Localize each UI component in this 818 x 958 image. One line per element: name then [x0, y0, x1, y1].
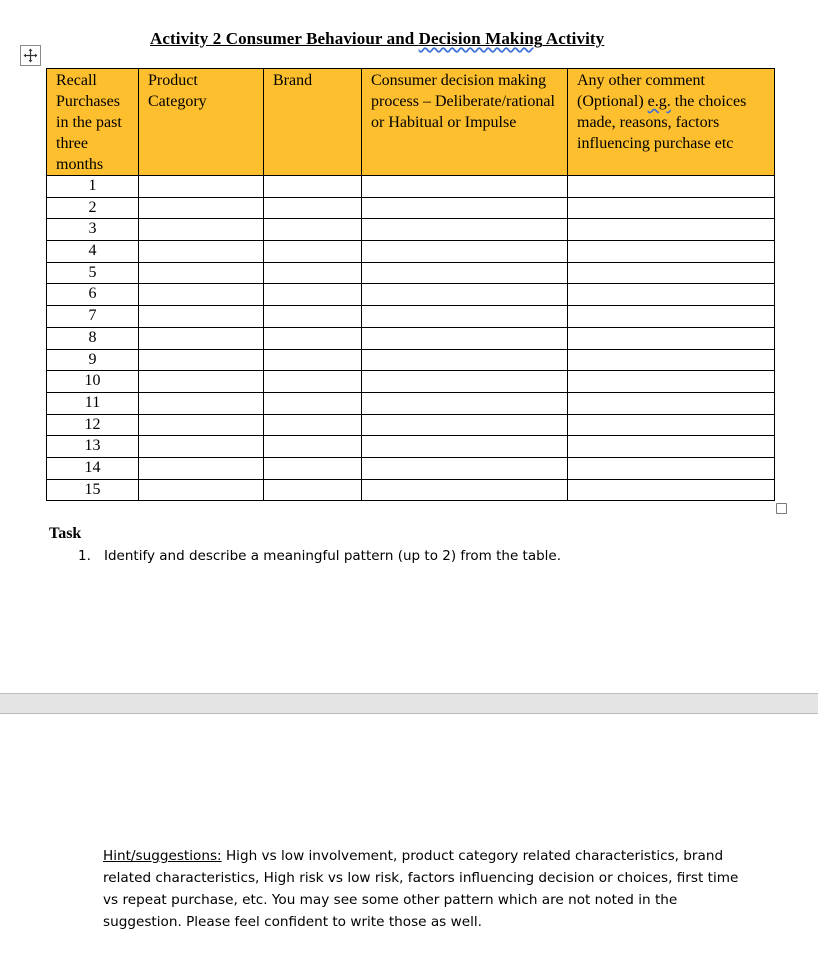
product-category-cell[interactable]	[139, 284, 264, 306]
title-part-1: Activity 2 Consumer Behaviour and	[150, 29, 419, 48]
comment-cell[interactable]	[568, 241, 775, 263]
product-category-cell[interactable]	[139, 327, 264, 349]
comment-cell[interactable]	[568, 436, 775, 458]
product-category-cell[interactable]	[139, 176, 264, 198]
brand-cell[interactable]	[264, 306, 362, 328]
table-row	[47, 219, 775, 241]
header-recall-purchases: Recall Purchases in the past three months	[47, 69, 139, 176]
table-row	[47, 262, 775, 284]
table-row	[47, 392, 775, 414]
decision-process-cell[interactable]	[362, 457, 568, 479]
decision-process-cell[interactable]	[362, 327, 568, 349]
comment-cell[interactable]	[568, 176, 775, 198]
table-row	[47, 284, 775, 306]
product-category-cell[interactable]	[139, 436, 264, 458]
decision-process-cell[interactable]	[362, 219, 568, 241]
task-item-text: Identify and describe a meaningful pattern (up to 2) from the table.	[104, 548, 562, 564]
comment-cell[interactable]	[568, 327, 775, 349]
decision-process-cell[interactable]	[362, 414, 568, 436]
move-arrows-icon	[23, 48, 38, 63]
decision-process-cell[interactable]	[362, 197, 568, 219]
product-category-cell[interactable]	[139, 371, 264, 393]
page-break-gap	[0, 693, 818, 714]
decision-process-cell[interactable]	[362, 306, 568, 328]
comment-cell[interactable]	[568, 306, 775, 328]
product-category-cell[interactable]	[139, 262, 264, 284]
row-number-cell[interactable]: 7	[47, 306, 139, 328]
decision-process-cell[interactable]	[362, 436, 568, 458]
row-number-cell[interactable]: 1	[47, 176, 139, 198]
table-row	[47, 457, 775, 479]
header-decision-process: Consumer decision making process – Deliberate/rational or Habitual or Impulse	[362, 69, 568, 176]
brand-cell[interactable]	[264, 241, 362, 263]
brand-cell[interactable]	[264, 284, 362, 306]
task-list	[78, 548, 561, 564]
row-number-cell[interactable]: 10	[47, 371, 139, 393]
row-number-cell[interactable]: 12	[47, 414, 139, 436]
decision-process-cell[interactable]	[362, 262, 568, 284]
brand-cell[interactable]	[264, 262, 362, 284]
brand-cell[interactable]	[264, 479, 362, 501]
product-category-cell[interactable]	[139, 197, 264, 219]
brand-cell[interactable]	[264, 219, 362, 241]
comment-cell[interactable]	[568, 284, 775, 306]
task-item-number: 1.	[78, 548, 91, 564]
comment-cell[interactable]	[568, 479, 775, 501]
product-category-cell[interactable]	[139, 414, 264, 436]
table-row	[47, 436, 775, 458]
row-number-cell[interactable]: 6	[47, 284, 139, 306]
brand-cell[interactable]	[264, 349, 362, 371]
header-brand: Brand	[264, 69, 362, 176]
product-category-cell[interactable]	[139, 457, 264, 479]
hint-text: High vs low involvement, product category related characteristics, brand related characteristics, High risk vs low risk, factors influencing decision or choices, first time vs repeat purchase, etc. You may see some other pattern which are not noted in the suggestion. Please feel confident to write those as well.	[103, 848, 739, 930]
product-category-cell[interactable]	[139, 479, 264, 501]
comment-cell[interactable]	[568, 392, 775, 414]
row-number-cell[interactable]: 9	[47, 349, 139, 371]
document-title	[150, 29, 604, 49]
brand-cell[interactable]	[264, 457, 362, 479]
table-row	[47, 414, 775, 436]
row-number-cell[interactable]: 3	[47, 219, 139, 241]
comment-cell[interactable]	[568, 262, 775, 284]
row-number-cell[interactable]: 13	[47, 436, 139, 458]
table-row	[47, 371, 775, 393]
table-move-handle[interactable]	[20, 45, 41, 66]
table-row	[47, 327, 775, 349]
product-category-cell[interactable]	[139, 241, 264, 263]
brand-cell[interactable]	[264, 371, 362, 393]
brand-cell[interactable]	[264, 327, 362, 349]
table-row	[47, 479, 775, 501]
row-number-cell[interactable]: 5	[47, 262, 139, 284]
row-number-cell[interactable]: 8	[47, 327, 139, 349]
table-row	[47, 306, 775, 328]
row-number-cell[interactable]: 2	[47, 197, 139, 219]
decision-process-cell[interactable]	[362, 479, 568, 501]
table-header-row	[47, 69, 775, 176]
decision-process-cell[interactable]	[362, 241, 568, 263]
comment-cell[interactable]	[568, 219, 775, 241]
brand-cell[interactable]	[264, 414, 362, 436]
decision-process-cell[interactable]	[362, 349, 568, 371]
decision-process-cell[interactable]	[362, 176, 568, 198]
comment-cell[interactable]	[568, 197, 775, 219]
product-category-cell[interactable]	[139, 349, 264, 371]
task-heading: Task	[49, 525, 82, 542]
product-category-cell[interactable]	[139, 219, 264, 241]
table-row	[47, 197, 775, 219]
comment-cell[interactable]	[568, 371, 775, 393]
table-row	[47, 349, 775, 371]
title-part-3: Activity	[542, 29, 605, 48]
row-number-cell[interactable]: 11	[47, 392, 139, 414]
decision-process-cell[interactable]	[362, 371, 568, 393]
product-category-cell[interactable]	[139, 306, 264, 328]
row-number-cell[interactable]: 15	[47, 479, 139, 501]
table-resize-handle[interactable]	[776, 503, 787, 514]
purchase-recall-table	[46, 68, 775, 501]
task-item	[78, 548, 561, 564]
header-other-comment: Any other comment (Optional) e.g. the choices made, reasons, factors influencing purchase etc	[568, 69, 775, 176]
table-row	[47, 241, 775, 263]
brand-cell[interactable]	[264, 436, 362, 458]
table-row	[47, 176, 775, 198]
row-number-cell[interactable]: 4	[47, 241, 139, 263]
hint-label: Hint/suggestions:	[103, 848, 222, 864]
decision-process-cell[interactable]	[362, 392, 568, 414]
header-product-category: Product Category	[139, 69, 264, 176]
product-category-cell[interactable]	[139, 392, 264, 414]
row-number-cell[interactable]: 14	[47, 457, 139, 479]
brand-cell[interactable]	[264, 197, 362, 219]
decision-process-cell[interactable]	[362, 284, 568, 306]
hint-paragraph	[103, 845, 748, 933]
comment-cell[interactable]	[568, 349, 775, 371]
brand-cell[interactable]	[264, 392, 362, 414]
eg-spellcheck: e.g.	[647, 93, 671, 110]
title-part-2: Decision Making	[418, 29, 543, 48]
comment-cell[interactable]	[568, 457, 775, 479]
brand-cell[interactable]	[264, 176, 362, 198]
comment-cell[interactable]	[568, 414, 775, 436]
